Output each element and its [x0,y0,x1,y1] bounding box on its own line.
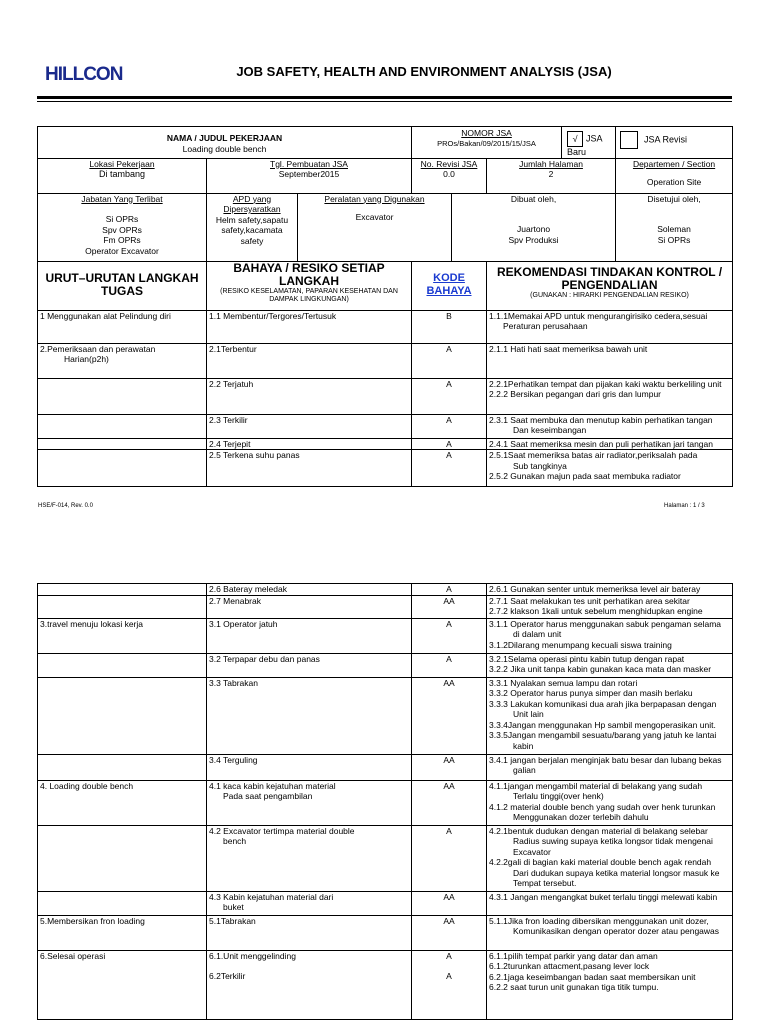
table-row [38,378,733,414]
tgl-label: Tgl. Pembuatan JSA [270,158,348,169]
jsa-revisi-option[interactable] [616,127,733,159]
jsa-baru-checkbox[interactable]: √ [567,131,583,147]
col-header-hazard-sub: (RESIKO KESELAMATAN, PAPARAN KESEHATAN DAN DAMPAK LINGKUNGAN) [220,287,398,303]
company-logo: HILLCON [45,64,123,85]
jumlah-value: 2 [548,169,554,179]
step-cell [38,450,207,487]
rec-line: 3.3.5Jangan mengambil sesuatu/barang yang jatuh ke lantai [489,730,717,740]
step-cell [38,378,207,414]
rec-line: Unit lain [513,709,544,719]
table-row [38,915,733,950]
rec-line: 3.2.2 Jika unit tanpa kabin gunakan kaca mata dan masker [489,664,712,674]
code-cell: A [412,450,487,487]
apd-value-1: Helm safety,sapatu [215,214,289,225]
code-cell: AA [412,915,487,950]
jumlah-label: Jumlah Halaman [519,158,583,169]
rec-line: 6.1.2turunkan attacment,pasang lever lock [489,961,650,971]
rec-line: 2.3.1 Saat membuka dan menutup kabin perhatikan tangan [489,414,713,425]
nama-label: NAMA / JUDUL PEKERJAAN [166,133,283,143]
step-cell [38,891,207,915]
rec-line: 3.3.1 Nyalakan semua lampu dan rotari [489,677,638,688]
code-cell: A [412,343,487,378]
dept-value: Operation Site [646,177,702,187]
jabatan-value-1: Si OPRs [105,214,139,224]
rec-line: 2.2.2 Bersikan pegangan dari gris dan lumpur [489,389,662,399]
table-row [38,310,733,343]
peralatan-label: Peralatan yang Digunakan [324,193,425,204]
code-cell: AA [412,595,487,618]
rec-cell [487,891,733,915]
table-row [38,414,733,438]
rec-line: kabin [513,740,534,751]
table-row [38,950,733,1019]
hazard-cell: 3.1 Operator jatuh [207,618,412,653]
hazard-cell: 2.1Terbentur [207,343,412,378]
col-header-steps: URUT–URUTAN LANGKAH TUGAS [38,261,207,310]
hazard-cell: 3.4 Terguling [207,754,412,780]
hazard-cell: 2.3 Terkilir [207,414,412,438]
hazard-line: bench [223,836,247,846]
rec-cell [487,780,733,825]
rec-cell [487,584,733,596]
col-header-recommendation: REKOMENDASI TINDAKAN KONTROL / PENGENDALIAN [496,264,723,292]
code-cell [412,950,487,1019]
hazard-line: 6.1.Unit menggelinding [209,950,296,961]
kode-bahaya-link[interactable]: KODE BAHAYA [426,271,472,297]
rec-line: di dalam unit [513,629,562,639]
rec-line: 3.2.1Selama operasi pintu kabin tutup dengan rapat [489,653,685,664]
table-row [38,677,733,754]
hazard-cell: 2.5 Terkena suhu panas [207,450,412,487]
code-cell: AA [412,780,487,825]
table-row [38,891,733,915]
nomor-label: NOMOR JSA [461,128,512,138]
hazard-cell: 3.3 Tabrakan [207,677,412,754]
step-cell: 1 Menggunakan alat Pelindung diri [38,310,207,343]
rec-line: Komunikasikan dengan operator dozer atau pengawas [513,926,720,936]
revisi-value: 0.0 [443,169,455,179]
disetujui-name: Soleman [657,224,691,234]
code-line: A [446,971,452,981]
table-row [38,343,733,378]
dept-label: Departemen / Section [632,158,716,169]
col-header-hazard: BAHAYA / RESIKO SETIAP LANGKAH [233,261,385,288]
step-cell [38,754,207,780]
code-cell: B [412,310,487,343]
rec-line: 4.2.1bentuk dudukan dengan material di belakang selebar [489,825,708,836]
rec-line: 3.3.3 Lakukan komunikasi dua arah jika berpapasan dengan [489,698,717,709]
hazard-cell: 5.1Tabrakan [207,915,412,950]
step-cell [38,584,207,596]
rec-line: Terlalu tinggi(over henk) [513,791,604,801]
rec-line: 6.2.2 saat turun unit gunakan tiga titik tumpu. [489,982,659,992]
rec-line: 3.4.1 jangan berjalan menginjak batu besar dan lubang bekas [489,754,722,765]
jabatan-value-3: Fm OPRs [103,235,141,245]
rec-line: 2.7.1 Saat melakukan tes unit perhatikan area sekitar [489,595,690,606]
rec-line: 2.5.2 Gunakan majun pada saat membuka radiator [489,471,681,481]
step-cell [38,414,207,438]
dibuat-role: Spv Produksi [508,234,559,245]
code-cell: AA [412,891,487,915]
step-cell [38,438,207,450]
hazard-cell [207,780,412,825]
rec-cell [487,438,733,450]
rec-cell [487,653,733,677]
dibuat-name: Juartono [516,224,551,234]
rec-line: Menggunakan dozer terlebih dahulu [513,812,649,822]
rec-line: 4.1.2 material double bench yang sudah over henk turunkan [489,801,716,812]
rec-line: 2.4.1 Saat memeriksa mesin dan puli perhatikan jari tangan [489,438,713,449]
jsa-baru-option[interactable] [562,127,616,159]
form-number: HSE/F-014, Rev. 0.0 [38,503,93,509]
peralatan-value: Excavator [355,212,394,222]
rec-line: 3.3.4Jangan menggunakan Hp sambil mengoperasikan unit. [489,719,716,730]
rec-line: 6.1.1pilih tempat parkir yang datar dan aman [489,950,658,961]
disetujui-role: Si OPRs [657,234,691,245]
rec-line: 3.3.2 Operator harus punya simper dan masih berlaku [489,688,693,698]
nama-value: Loading double bench [182,143,267,154]
step-line: 2.Pemeriksaan dan perawatan [40,343,156,354]
code-cell: A [412,618,487,653]
rec-line: Excavator [513,846,551,857]
code-cell: A [412,438,487,450]
hazard-cell: 3.2 Terpapar debu dan panas [207,653,412,677]
table-row [38,618,733,653]
jsa-revisi-checkbox[interactable] [620,131,638,149]
hazard-line: 4.2 Excavator tertimpa material double [209,825,355,836]
table-row [38,595,733,618]
header-rule-thin [37,101,732,102]
table-row [38,450,733,487]
step-cell [38,653,207,677]
rec-line: 4.1.1jangan mengambil material di belakang yang sudah [489,780,703,791]
jsa-steps-table-continued [37,583,733,1020]
jsa-revisi-label: JSA Revisi [644,134,688,145]
hazard-cell: 2.7 Menabrak [207,595,412,618]
rec-cell [487,950,733,1019]
rec-line: Peraturan perusahaan [503,321,588,331]
rec-line: 2.2.1Perhatikan tempat dan pijakan kaki waktu berkeliling unit [489,378,722,389]
code-cell: A [412,414,487,438]
hazard-cell [207,891,412,915]
code-line: A [446,950,452,961]
apd-value-2: safety,kacamata safety [221,225,283,246]
rec-cell [487,310,733,343]
step-cell [38,595,207,618]
header-rule [37,96,732,99]
rec-line: 5.1.1Jika fron loading dibersikan menggunakan unit dozer, [489,915,709,926]
table-row [38,825,733,891]
rec-cell [487,378,733,414]
jsa-baru-label: JSA Baru [567,133,603,157]
rec-line: 4.3.1 Jangan mengangkat buket terlalu tinggi melewati kabin [489,891,718,902]
lokasi-value: Di tambang [98,169,146,179]
apd-label: APD yang Dipersyaratkan [223,193,281,214]
code-cell: AA [412,754,487,780]
jsa-info-table [37,126,733,487]
revisi-label: No. Revisi JSA [420,158,478,169]
rec-cell [487,754,733,780]
step-cell: 5.Membersikan fron loading [38,915,207,950]
rec-line: Dan keseimbangan [513,425,587,435]
hazard-cell: 2.2 Terjatuh [207,378,412,414]
table-row [38,754,733,780]
rec-line: 2.7.2 klakson 1kali untuk sebelum menghidupkan engine [489,606,703,616]
step-cell [38,677,207,754]
step-cell: 4. Loading double bench [38,780,207,825]
rec-line: galian [513,765,536,775]
jabatan-label: Jabatan Yang Terlibat [81,193,163,204]
hazard-cell: 2.4 Terjepit [207,438,412,450]
step-cell [38,343,207,378]
code-cell: AA [412,677,487,754]
rec-cell [487,414,733,438]
page-number: Halaman : 1 / 3 [664,503,705,509]
rec-cell [487,450,733,487]
rec-cell [487,677,733,754]
table-row [38,653,733,677]
rec-cell [487,595,733,618]
col-header-recommendation-sub: (GUNAKAN : HIRARKI PENGENDALIAN RESIKO) [530,291,689,299]
jabatan-value-4: Operator Excavator [85,245,159,256]
disetujui-label: Disetujui oleh, [647,193,701,204]
hazard-line: 4.3 Kabin kejatuhan material dari [209,891,334,902]
rec-line: 4.2.2gali di bagian kaki material double bench agak rendah [489,857,712,867]
hazard-line: Pada saat pengambilan [223,791,313,801]
code-cell: A [412,825,487,891]
rec-line: Sub tangkinya [513,460,567,471]
hazard-line: 4.1 kaca kabin kejatuhan material [209,780,336,791]
rec-cell [487,915,733,950]
hazard-cell [207,825,412,891]
rec-cell [487,618,733,653]
rec-line: 6.2.1jaga keseimbangan badan saat membersikan unit [489,971,696,982]
rec-cell [487,343,733,378]
hazard-line: buket [223,902,244,912]
dibuat-label: Dibuat oleh, [510,193,557,204]
rec-line: Radius suwing supaya ketika longsor tidak mengenai [513,836,713,846]
table-row [38,780,733,825]
step-cell: 6.Selesai operasi [38,950,207,1019]
rec-line: 1.1.1Memakai APD untuk mengurangirisiko cedera,sesuai [489,310,708,321]
step-cell [38,825,207,891]
rec-line: Dari dudukan supaya ketika material longsor masuk ke [513,867,720,878]
rec-cell [487,825,733,891]
rec-line: 3.1.1 Operator harus menggunakan sabuk pengaman selama [489,618,722,629]
code-cell: A [412,378,487,414]
document-title: JOB SAFETY, HEALTH AND ENVIRONMENT ANALYSIS (JSA) [236,64,612,79]
step-line: Harian(p2h) [64,354,109,364]
rec-line: 3.1.2Dilarang menumpang kecuali siswa training [489,639,672,650]
lokasi-label: Lokasi Pekerjaan [89,158,155,169]
rec-line: 2.6.1 Gunakan senter untuk memeriksa level air bateray [489,584,701,594]
step-cell: 3.travel menuju lokasi kerja [38,618,207,653]
hazard-cell: 1.1 Membentur/Tergores/Tertusuk [207,310,412,343]
code-cell: A [412,653,487,677]
hazard-cell: 2.6 Bateray meledak [207,584,412,596]
rec-line: 2.5.1Saat memeriksa batas air radiator,periksalah pada [489,450,698,460]
code-cell: A [412,584,487,596]
jabatan-value-2: Spv OPRs [102,224,142,235]
hazard-cell [207,950,412,1019]
rec-line: Tempat tersebut. [513,878,577,888]
tgl-value: September2015 [278,169,340,179]
hazard-line: 6.2Terkilir [209,971,246,981]
table-row [38,438,733,450]
table-row [38,584,733,596]
rec-line: 2.1.1 Hati hati saat memeriksa bawah unit [489,343,648,354]
nomor-value: PROs/Bakan/09/2015/15/JSA [437,138,536,148]
